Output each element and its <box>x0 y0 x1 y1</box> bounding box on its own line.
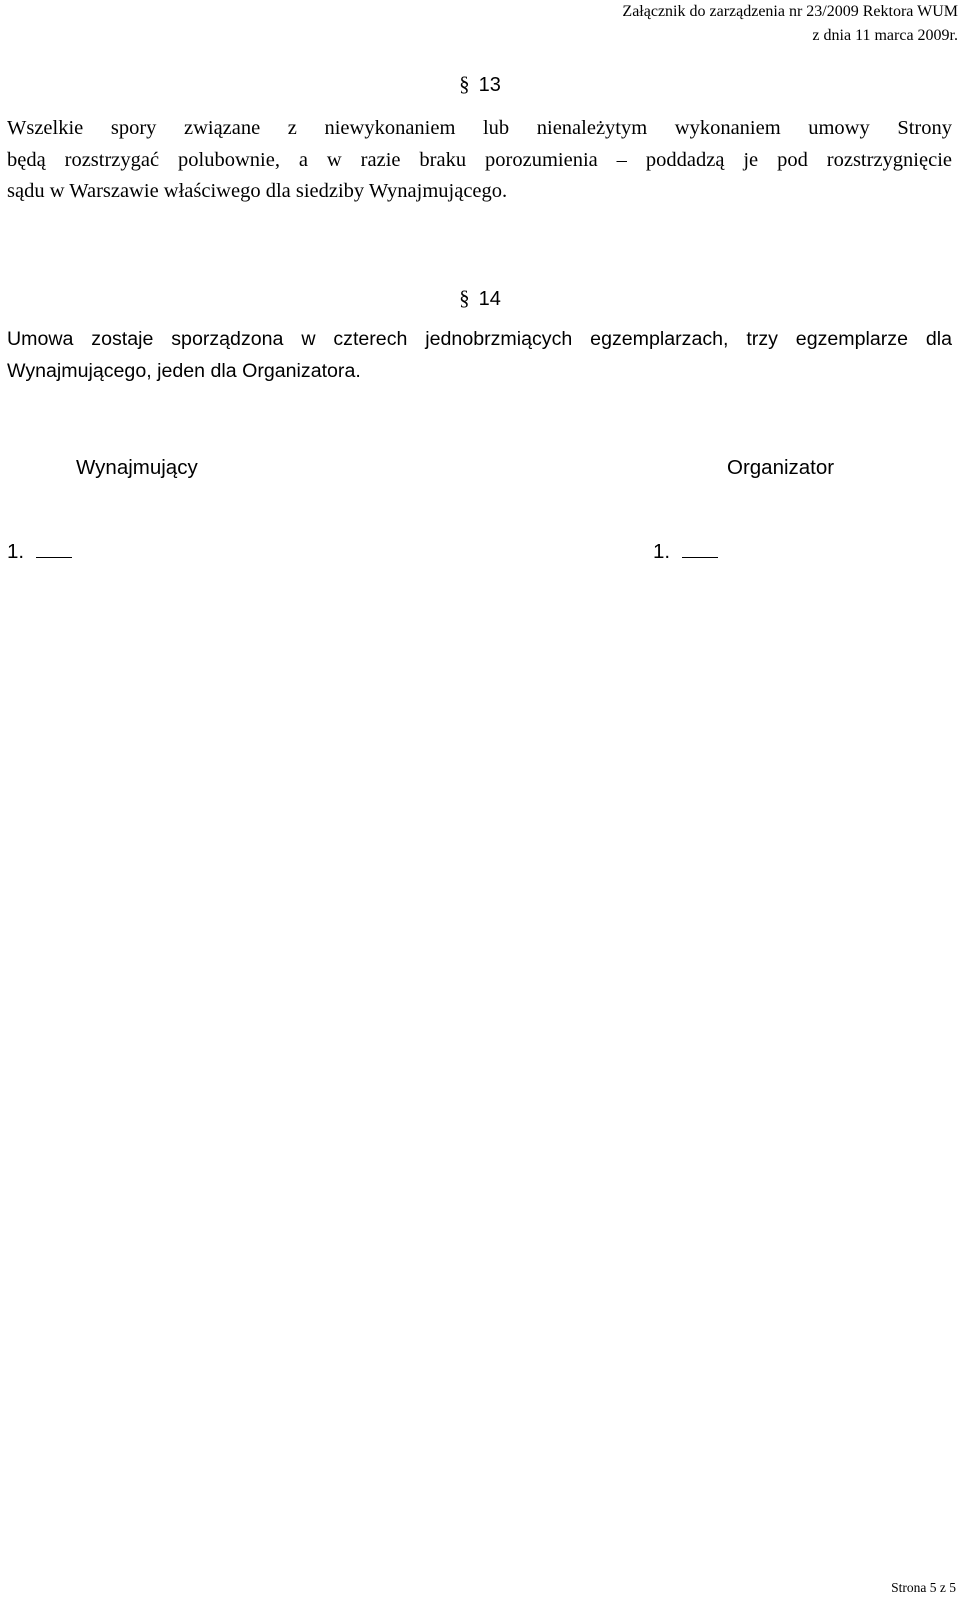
signature-blank <box>36 539 72 558</box>
section-number: 13 <box>478 74 501 96</box>
signature-item-number: 1. <box>7 540 25 563</box>
signature-line-organizer <box>653 538 718 566</box>
page-footer <box>891 1579 956 1597</box>
header-annex-line: Załącznik do zarządzenia nr 23/2009 Rektora WUM <box>622 3 958 20</box>
paragraph-line: Umowa zostaje sporządzona w czterech jednobrzmiących egzemplarzach, trzy egzemplarze dla <box>7 328 952 350</box>
section-13-paragraph <box>7 113 952 208</box>
section-sign: § <box>459 286 470 310</box>
page-number: Strona 5 z 5 <box>891 1580 956 1595</box>
signature-label-landlord: Wynajmujący <box>76 456 198 479</box>
section-sign: § <box>459 72 470 96</box>
signature-blank <box>682 539 718 558</box>
section-number: 14 <box>478 288 501 310</box>
header-date-line: z dnia 11 marca 2009r. <box>812 27 958 44</box>
section-14-paragraph <box>7 324 952 387</box>
paragraph-line: Wynajmującego, jeden dla Organizatora. <box>7 359 361 382</box>
section-14-heading <box>0 286 960 311</box>
paragraph-line: będą rozstrzygać polubownie, a w razie braku porozumienia – poddadzą je pod rozstrzygnięcie <box>7 148 952 171</box>
paragraph-line: Wszelkie spory związane z niewykonaniem lub nienależytym wykonaniem umowy Strony <box>7 117 952 139</box>
document-header <box>622 0 958 48</box>
signature-label-organizer: Organizator <box>727 456 835 479</box>
signature-item-number: 1. <box>653 540 671 563</box>
section-13-heading <box>0 72 960 97</box>
signature-line-landlord <box>7 538 72 566</box>
paragraph-line: sądu w Warszawie właściwego dla siedziby Wynajmującego. <box>7 180 508 202</box>
